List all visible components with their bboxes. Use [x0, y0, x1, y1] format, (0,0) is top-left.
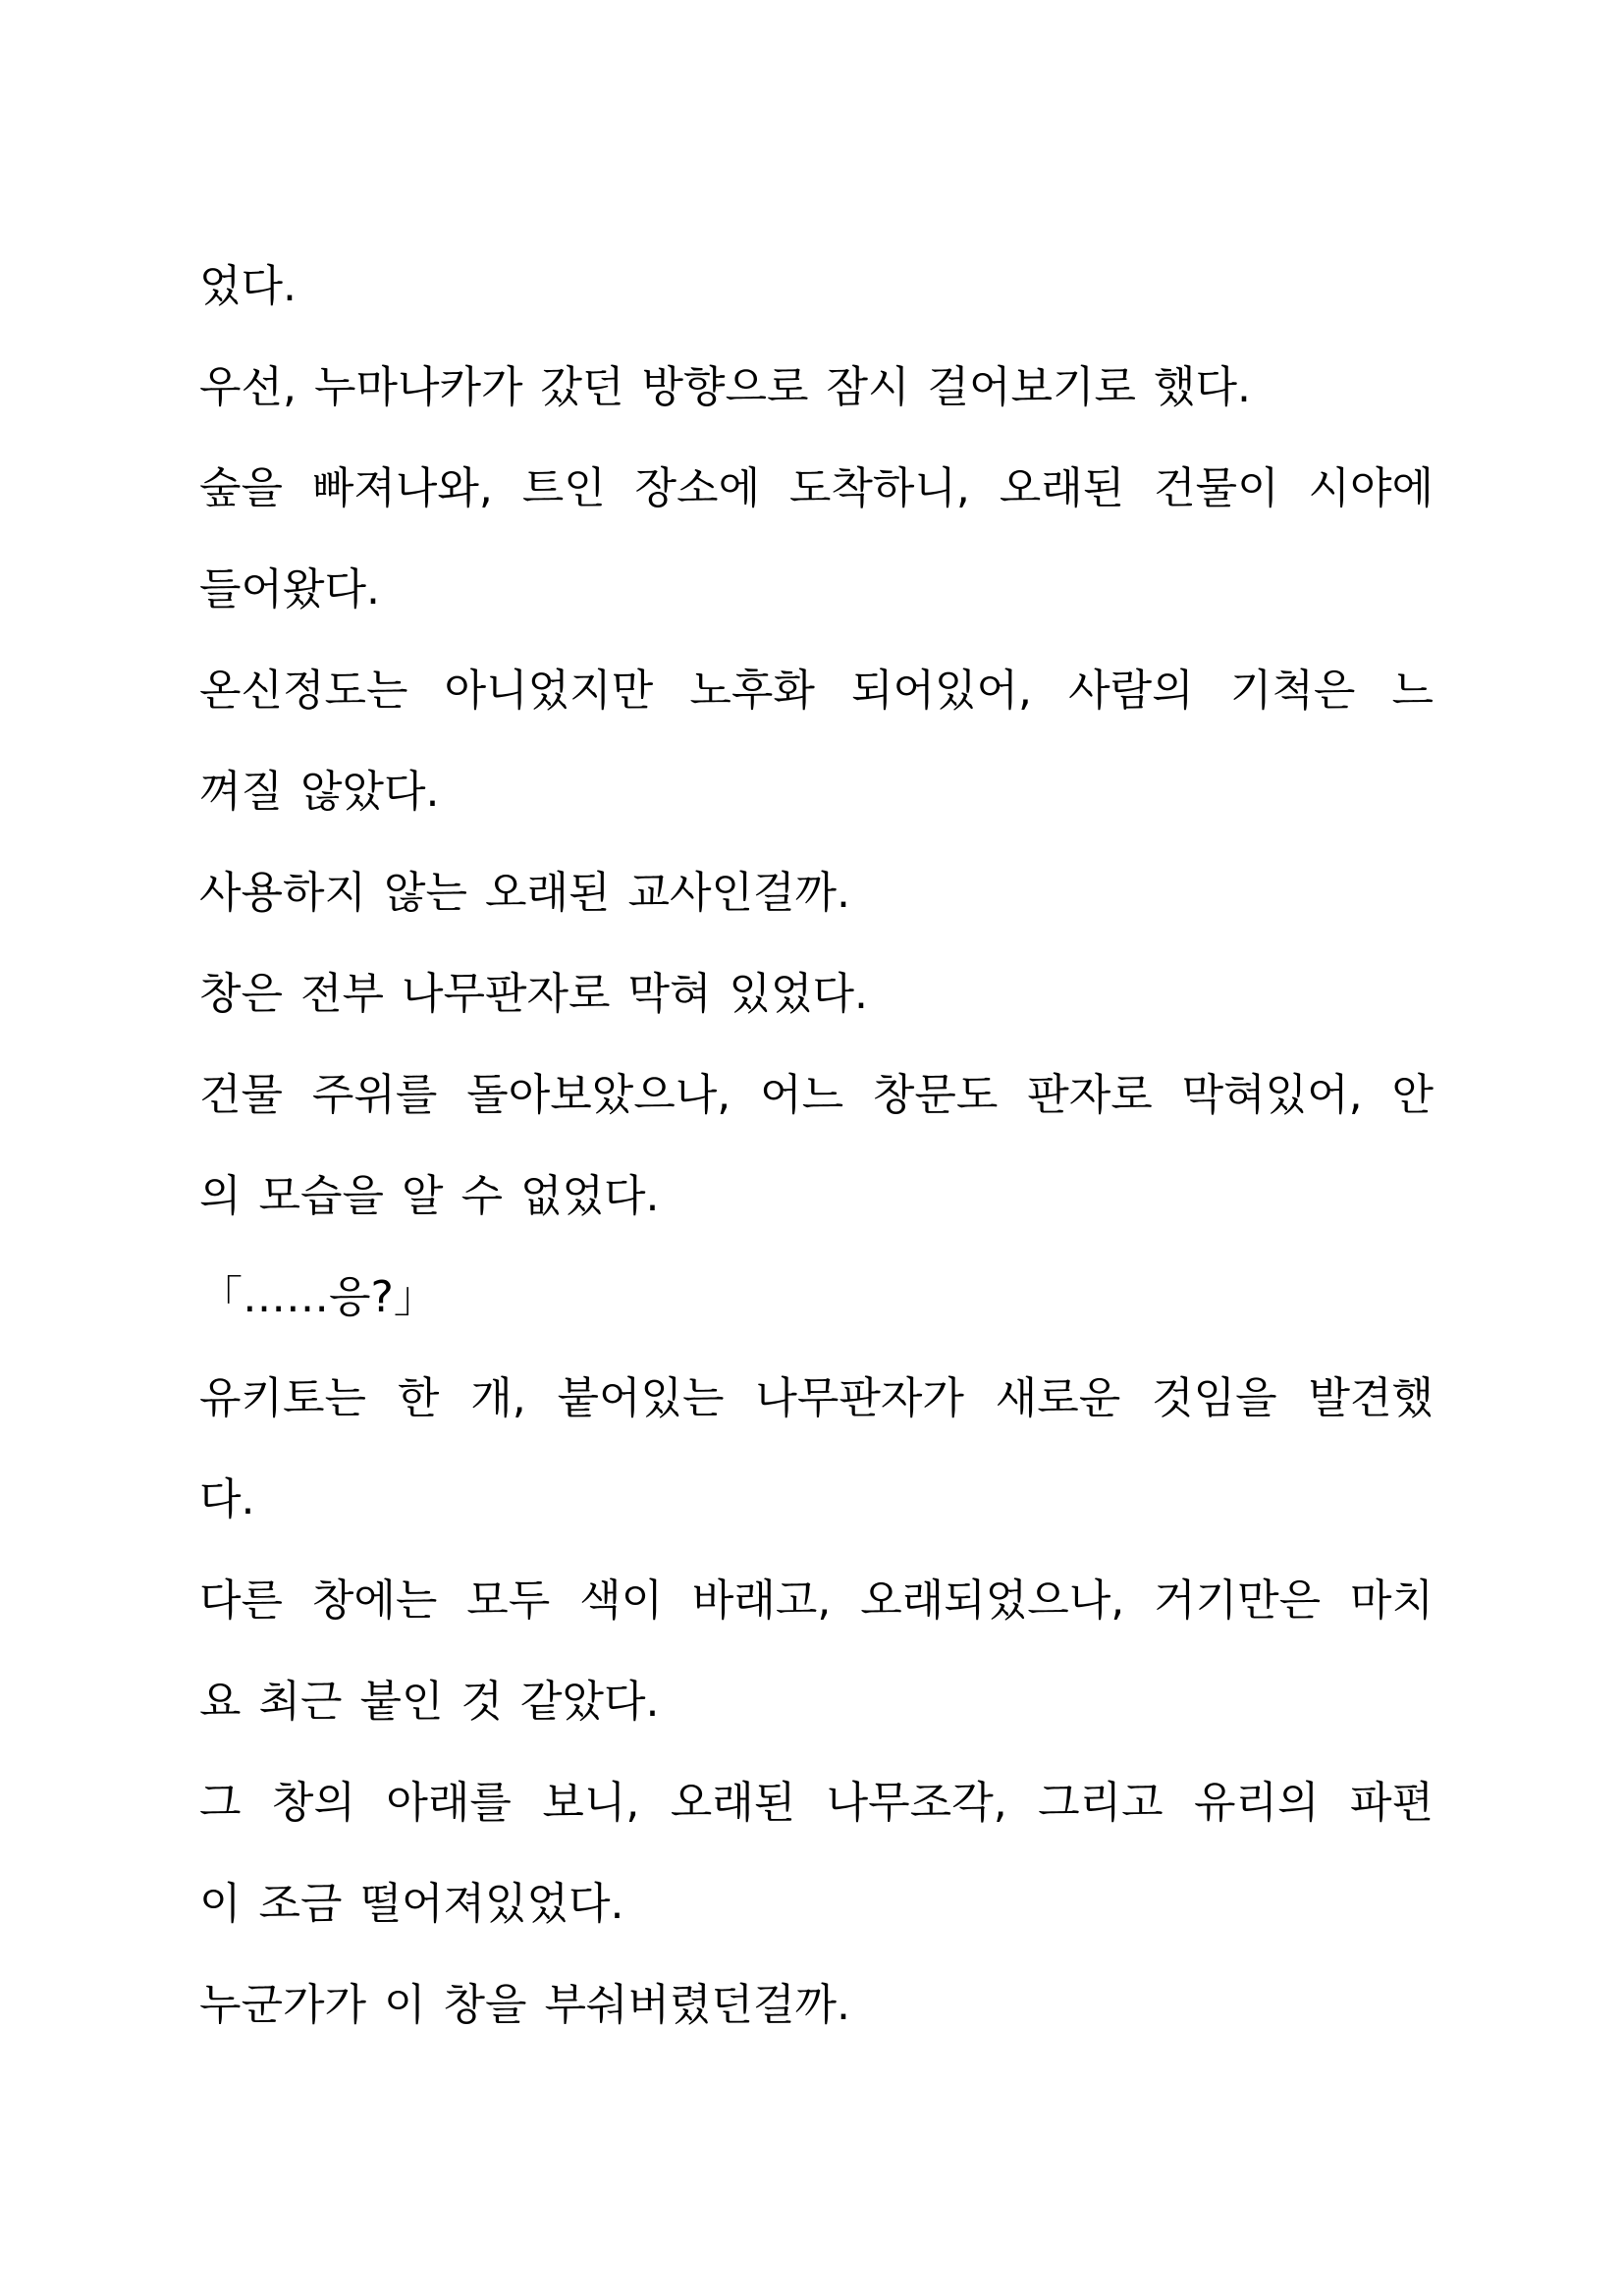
text-line: 다.: [199, 1474, 255, 1524]
text-line: 건물 주위를 돌아보았으나, 어느 창문도 판자로 막혀있어, 안: [199, 1070, 1434, 1120]
text-line: 이 조금 떨어져있었다.: [199, 1879, 624, 1929]
text-line: 누군가가 이 창을 부숴버렸던걸까.: [199, 1980, 850, 2030]
text-line: 「……응?」: [199, 1272, 437, 1322]
text-line: 우선, 누마나카가 갔던 방향으로 잠시 걸어보기로 했다.: [199, 362, 1251, 412]
paragraph: [199, 1247, 1434, 1348]
paragraph: [199, 1044, 1434, 1247]
text-line: 숲을 빠져나와, 트인 장소에 도착하니, 오래된 건물이 시야에: [199, 463, 1434, 513]
paragraph: [199, 438, 1434, 640]
paragraph: [199, 337, 1434, 438]
paragraph: [199, 1550, 1434, 1752]
text-line: 요 최근 붙인 것 같았다.: [199, 1677, 660, 1727]
paragraph: [199, 1752, 1434, 1954]
text-line: 들어왔다.: [199, 564, 381, 614]
text-line: 다른 창에는 모두 색이 바래고, 오래되었으나, 거기만은 마치: [199, 1575, 1434, 1626]
text-line: 창은 전부 나무판자로 막혀 있었다.: [199, 969, 868, 1019]
body-text: [199, 236, 1434, 2056]
paragraph: [199, 236, 1434, 337]
paragraph: [199, 842, 1434, 943]
text-line: 껴질 않았다.: [199, 767, 440, 817]
text-line: 었다.: [199, 261, 297, 311]
paragraph: [199, 943, 1434, 1044]
paragraph: [199, 1348, 1434, 1550]
text-line: 의 모습을 알 수 없었다.: [199, 1171, 660, 1221]
paragraph: [199, 1954, 1434, 2056]
text-line: 유키토는 한 개, 붙어있는 나무판자가 새로운 것임을 발견했: [199, 1373, 1434, 1423]
text-line: 사용하지 않는 오래된 교사인걸까.: [199, 868, 850, 918]
text-line: 온신정도는 아니었지만 노후화 되어있어, 사람의 기척은 느: [199, 666, 1434, 716]
paragraph: [199, 640, 1434, 842]
text-line: 그 창의 아래를 보니, 오래된 나무조각, 그리고 유리의 파편: [199, 1778, 1434, 1828]
